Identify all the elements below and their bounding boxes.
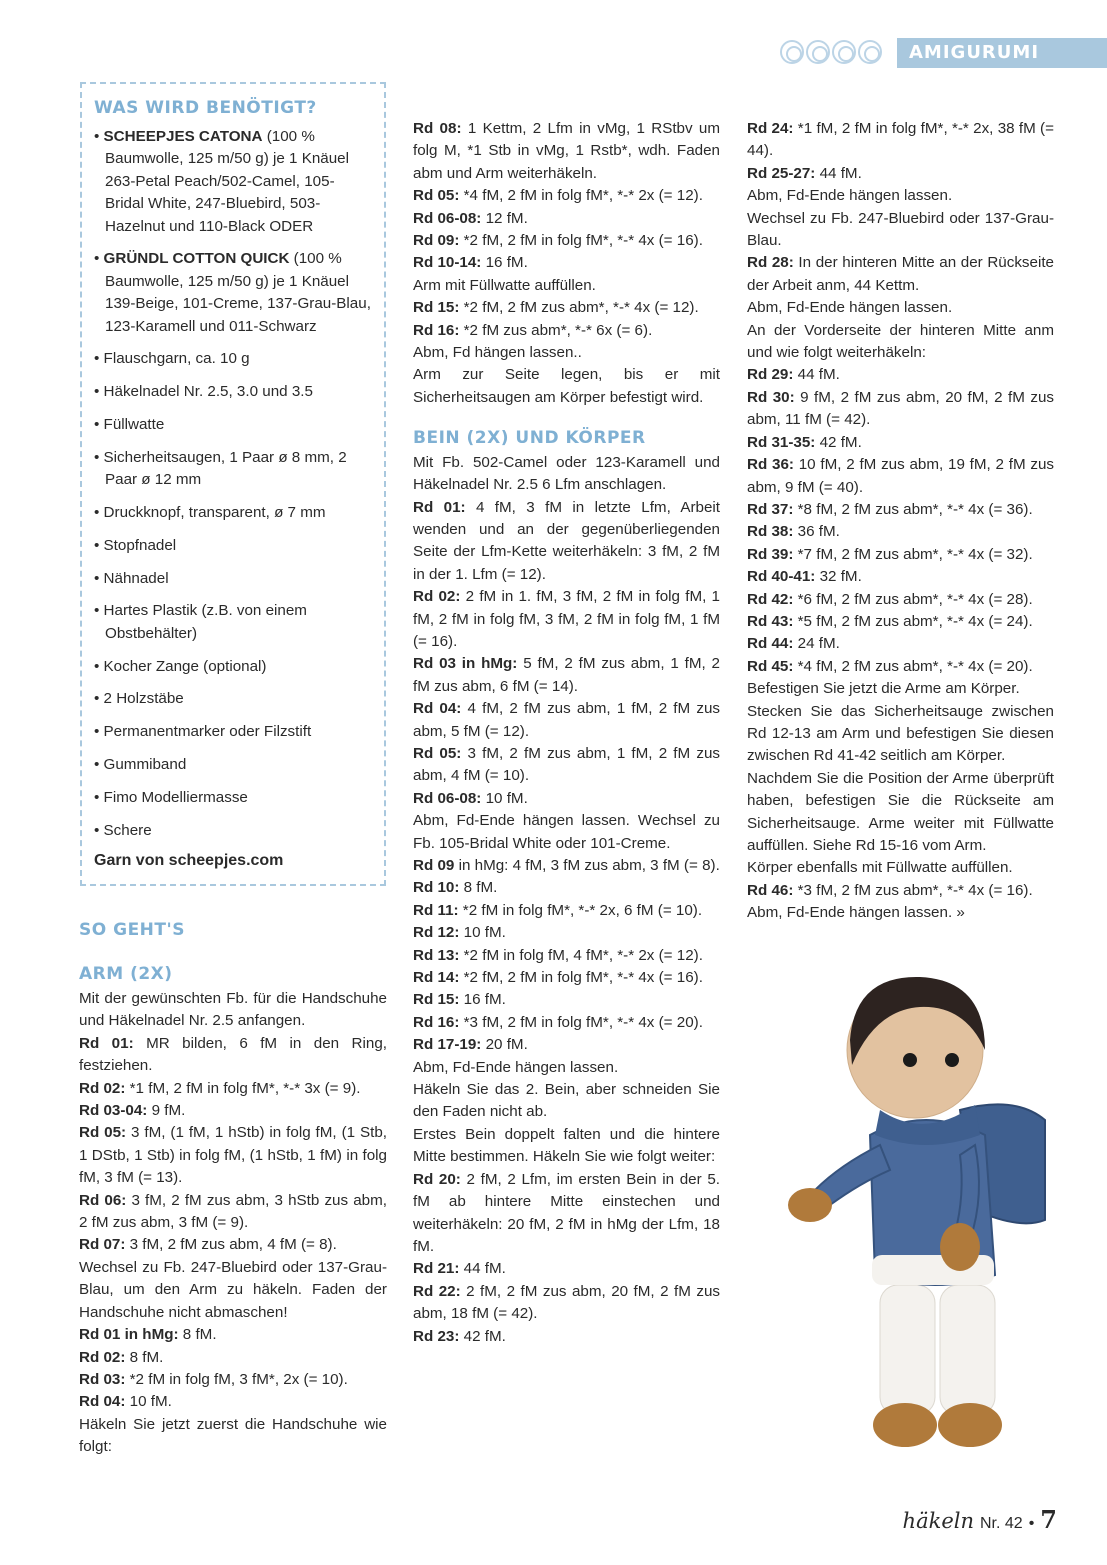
magazine-brand: häkeln [902,1509,974,1533]
material-item: • Nähnadel [94,569,169,587]
page-number: 7 [1040,1505,1057,1534]
instruction-line: Rd 24: *1 fM, 2 fM in folg fM*, *-* 2x, 38 fM (= 44). [747,120,1054,160]
instruction-line: Abm, Fd-Ende hängen lassen. [747,299,953,317]
instruction-line: Rd 01: MR bilden, 6 fM in den Ring, festziehen. [79,1034,388,1075]
instruction-line: Rd 06-08: 10 fM. [413,789,528,807]
instruction-line: Rd 11: *2 fM in folg fM*, *-* 2x, 6 fM (= 10). [413,901,703,919]
instruction-line: Rd 37: *8 fM, 2 fM zus abm*, *-* 4x (= 36). [747,500,1033,518]
material-item: • SCHEEPJES CATONA (100 % Baumwolle, 125 m/50 g) je 1 Knäuel 263-Petal Peach/502-Camel, 105-Bridal White, 247-Bluebird, 503-Hazelnut und 110-Black ODER [94,128,349,235]
instruction-line: Rd 20: 2 fM, 2 Lfm, im ersten Bein in der 5. fM ab hintere Mitte einstechen und weiterhäkeln: 20 fM, 2 fM in hMg der Lfm, 18 fM. [413,1170,720,1255]
arm-instructions [79,988,387,1459]
instruction-line: Erstes Bein doppelt falten und die hintere Mitte bestimmen. Häkeln Sie wie folgt weiter: [413,1125,720,1166]
material-item: • Schere [94,821,152,839]
leg-body-instructions [413,452,720,1348]
material-item: • Gummiband [94,756,187,774]
instruction-line: Wechsel zu Fb. 247-Bluebird oder 137-Grau-Blau. [747,209,1054,250]
instruction-line: Rd 43: *5 fM, 2 fM zus abm*, *-* 4x (= 24). [747,612,1033,630]
instruction-line: Arm mit Füllwatte auffüllen. [413,276,596,294]
instruction-line: Rd 03: *2 fM in folg fM, 3 fM*, 2x (= 10). [79,1370,348,1388]
instruction-line: Rd 14: *2 fM, 2 fM in folg fM*, *-* 4x (= 16). [413,969,703,987]
material-item: • Druckknopf, transparent, ø 7 mm [94,504,326,522]
footer-bullet: • [1028,1515,1035,1532]
instruction-line: Rd 39: *7 fM, 2 fM zus abm*, *-* 4x (= 32). [747,545,1033,563]
instruction-line: Rd 16: *2 fM zus abm*, *-* 6x (= 6). [413,321,653,339]
spiral-icon [832,40,856,64]
material-item: • Stopfnadel [94,536,177,554]
instruction-line: Rd 15: *2 fM, 2 fM zus abm*, *-* 4x (= 12). [413,299,699,317]
instruction-line: Rd 09: *2 fM, 2 fM in folg fM*, *-* 4x (= 16). [413,232,703,250]
instruction-line: Rd 01 in hMg: 8 fM. [79,1326,217,1344]
material-item: • Fimo Modelliermasse [94,788,248,806]
instruction-line: Abm, Fd-Ende hängen lassen. » [747,904,965,922]
materials-box [80,82,386,886]
spiral-icon [858,40,882,64]
instruction-line: Rd 02: *1 fM, 2 fM in folg fM*, *-* 3x (= 9). [79,1079,361,1097]
materials-list [94,126,372,842]
body-instructions [747,118,1054,925]
instruction-line: Abm, Fd-Ende hängen lassen. [413,1058,619,1076]
instruction-line: Rd 16: *3 fM, 2 fM in folg fM*, *-* 4x (= 20). [413,1013,703,1031]
instruction-line: Abm, Fd hängen lassen.. [413,344,582,362]
instruction-line: Rd 42: *6 fM, 2 fM zus abm*, *-* 4x (= 28). [747,590,1033,608]
yarn-source: Garn von scheepjes.com [94,852,284,870]
material-item: • Permanentmarker oder Filzstift [94,723,312,741]
instruction-line: Rd 06-08: 12 fM. [413,209,528,227]
instruction-line: Rd 31-35: 42 fM. [747,433,862,451]
material-item: • Hartes Plastik (z.B. von einem Obstbehälter) [94,602,307,642]
material-item: • GRÜNDL COTTON QUICK (100 % Baumwolle, 125 m/50 g) je 1 Knäuel 139-Beige, 101-Creme, 137-Grau-Blau, 123-Karamell und 011-Schwarz [94,250,371,335]
instruction-line: Rd 01: 4 fM, 3 fM in letzte Lfm, Arbeit wenden und an der gegenüberliegenden Seite der Lfm-Kette weiterhäkeln: 3 fM, 2 fM in der 1. Lfm (= 12). [413,498,721,583]
instruction-line: Rd 45: *4 fM, 2 fM zus abm*, *-* 4x (= 20). [747,657,1033,675]
spiral-icon [806,40,830,64]
instruction-line: Rd 21: 44 fM. [413,1260,506,1278]
section-heading-arm: ARM (2X) [79,964,173,984]
instruction-line: Rd 04: 4 fM, 2 fM zus abm, 1 fM, 2 fM zus abm, 5 fM (= 12). [413,700,720,740]
instruction-line: Rd 04: 10 fM. [79,1393,172,1411]
instruction-line: Rd 29: 44 fM. [747,366,840,384]
material-item: • Füllwatte [94,416,165,434]
instruction-line: Rd 23: 42 fM. [413,1327,506,1345]
instruction-line: Rd 17-19: 20 fM. [413,1036,528,1054]
instruction-line: Befestigen Sie jetzt die Arme am Körper. [747,680,1020,698]
instruction-line: Mit der gewünschten Fb. für die Handschuhe und Häkelnadel Nr. 2.5 anfangen. [79,990,387,1030]
instruction-line: Rd 02: 2 fM in 1. fM, 3 fM, 2 fM in folg fM, 1 fM, 2 fM in folg fM, 3 fM, 2 fM in folg fM, 1 fM (= 16). [413,588,721,650]
instruction-line: Rd 03 in hMg: 5 fM, 2 fM zus abm, 1 fM, 2 fM zus abm, 6 fM (= 14). [413,655,721,695]
instruction-line: Körper ebenfalls mit Füllwatte auffüllen. [747,859,1013,877]
arm-instructions-cont [413,118,720,409]
materials-title: WAS WIRD BENÖTIGT? [94,98,317,118]
instruction-line: Rd 13: *2 fM in folg fM, 4 fM*, *-* 2x (= 12). [413,946,703,964]
issue-number: Nr. 42 [980,1515,1023,1532]
material-item: • Sicherheitsaugen, 1 Paar ø 8 mm, 2 Paar ø 12 mm [94,448,347,489]
amigurumi-doll-photo [760,955,1090,1485]
instruction-line: Rd 15: 16 fM. [413,991,506,1009]
instruction-line: Rd 28: In der hinteren Mitte an der Rückseite der Arbeit anm, 44 Kettm. [747,254,1054,294]
instruction-line: Rd 30: 9 fM, 2 fM zus abm, 20 fM, 2 fM zus abm, 11 fM (= 42). [747,388,1054,429]
instruction-line: Rd 46: *3 fM, 2 fM zus abm*, *-* 4x (= 16). [747,881,1033,899]
instruction-line: Rd 25-27: 44 fM. [747,164,862,182]
spiral-decoration [780,40,882,66]
instruction-line: Arm zur Seite legen, bis er mit Sicherheitsaugen am Körper befestigt wird. [413,366,720,406]
column-2 [413,118,720,1348]
material-item: • Flauschgarn, ca. 10 g [94,350,250,368]
material-item: • Kocher Zange (optional) [94,657,267,675]
instruction-line: Rd 05: *4 fM, 2 fM in folg fM*, *-* 2x (= 12). [413,187,703,205]
material-item: • Häkelnadel Nr. 2.5, 3.0 und 3.5 [94,383,313,401]
instruction-line: Rd 22: 2 fM, 2 fM zus abm, 20 fM, 2 fM zus abm, 18 fM (= 42). [413,1282,720,1323]
instruction-line: Rd 03-04: 9 fM. [79,1102,186,1120]
instruction-line: Rd 02: 8 fM. [79,1348,164,1366]
instruction-line: Rd 08: 1 Kettm, 2 Lfm in vMg, 1 RStbv um folg M, *1 Stb in vMg, 1 Rstb*, wdh. Faden abm und Arm weiterhäkeln. [413,120,720,182]
instruction-line: Abm, Fd-Ende hängen lassen. Wechsel zu Fb. 105-Bridal White oder 101-Creme. [413,812,720,852]
instruction-line: Rd 10-14: 16 fM. [413,254,528,272]
page-footer [903,1505,1057,1534]
instruction-line: An der Vorderseite der hinteren Mitte anm und wie folgt weiterhäkeln: [747,321,1054,362]
instruction-line: Rd 36: 10 fM, 2 fM zus abm, 19 fM, 2 fM zus abm, 9 fM (= 40). [747,456,1054,496]
instruction-line: Abm, Fd-Ende hängen lassen. [747,187,953,205]
section-heading-bein: BEIN (2X) UND KÖRPER [413,428,646,449]
instruction-line: Stecken Sie das Sicherheitsauge zwischen Rd 12-13 am Arm und befestigen Sie diesen zwischen Rd 41-42 seitlich am Körper. [747,702,1054,765]
instruction-line: Rd 38: 36 fM. [747,523,840,541]
instruction-line: Nachdem Sie die Position der Arme überprüft haben, befestigen Sie die Rückseite am Sicherheitsauge. Arme weiter mit Füllwatte auffüllen. Siehe Rd 15-16 vom Arm. [747,769,1054,854]
spiral-icon [780,40,804,64]
instruction-line: Häkeln Sie jetzt zuerst die Handschuhe wie folgt: [79,1415,387,1456]
instruction-line: Rd 40-41: 32 fM. [747,568,862,586]
instruction-line: Rd 10: 8 fM. [413,879,498,897]
instruction-line: Rd 12: 10 fM. [413,924,506,942]
instruction-line: Rd 05: 3 fM, (1 fM, 1 hStb) in folg fM, (1 Stb, 1 DStb, 1 Stb) in folg fM, (1 hStb, 1 fM) in folg fM, 3 fM (= 13). [79,1124,387,1187]
instruction-line: Rd 07: 3 fM, 2 fM zus abm, 4 fM (= 8). [79,1236,337,1254]
instruction-line: Mit Fb. 502-Camel oder 123-Karamell und Häkelnadel Nr. 2.5 6 Lfm anschlagen. [413,453,720,494]
instruction-line: Rd 09 in hMg: 4 fM, 3 fM zus abm, 3 fM (= 8). [413,857,720,874]
section-heading-so-gehts: SO GEHT'S [79,920,185,940]
section-tag: AMIGURUMI [897,38,1107,68]
instruction-line: Häkeln Sie das 2. Bein, aber schneiden Sie den Faden nicht ab. [413,1081,720,1121]
instruction-line: Rd 44: 24 fM. [747,635,840,653]
instruction-line: Rd 05: 3 fM, 2 fM zus abm, 1 fM, 2 fM zus abm, 4 fM (= 10). [413,744,720,785]
material-item: • 2 Holzstäbe [94,690,184,708]
instruction-line: Rd 06: 3 fM, 2 fM zus abm, 3 hStb zus abm, 2 fM zus abm, 3 fM (= 9). [79,1191,387,1232]
instruction-line: Wechsel zu Fb. 247-Bluebird oder 137-Grau-Blau, um den Arm zu häkeln. Faden der Handschuhe nicht abmaschen! [79,1258,387,1321]
